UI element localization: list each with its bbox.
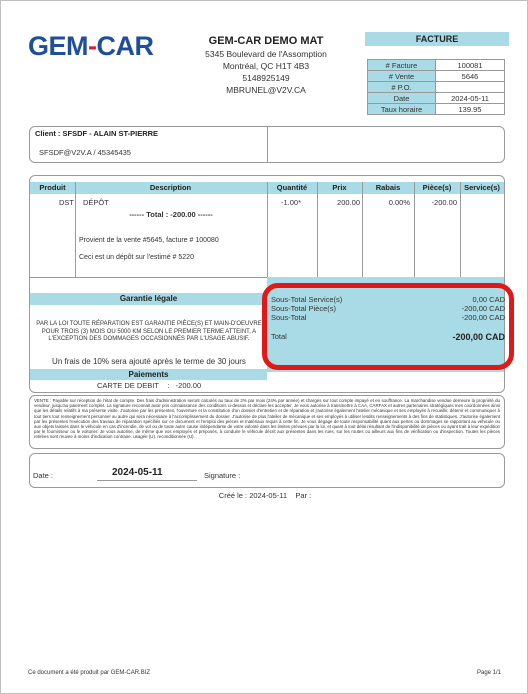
col-divider <box>267 182 268 277</box>
facture-heading: FACTURE <box>365 32 509 46</box>
gemcar-logo <box>28 31 154 62</box>
invoice-value: 2024-05-11 <box>436 93 505 104</box>
payment-amount: -200.00 <box>175 381 202 390</box>
date-label: Date : <box>33 471 54 480</box>
payment-line <box>97 381 201 390</box>
subtotal-services-label: Sous-Total Service(s) <box>271 295 343 304</box>
date-underline <box>97 480 197 481</box>
invoice-label: Date <box>368 93 436 104</box>
table-row <box>368 71 505 82</box>
item-note-2: Ceci est un dépôt sur l'estimé # 5220 <box>79 254 194 261</box>
footer-produced-by: Ce document a été produit par GEM-CAR.BIZ <box>28 670 151 676</box>
company-info <box>191 34 341 96</box>
invoice-value: 5646 <box>436 71 505 82</box>
item-produit: DST <box>59 198 74 207</box>
col-pieces: Pièce(s) <box>422 183 452 192</box>
invoice-value: 100081 <box>436 60 505 71</box>
total-label: Total <box>271 332 287 341</box>
paiements-heading: Paiements <box>30 369 267 380</box>
col-services: Service(s) <box>464 183 500 192</box>
totals-highlight <box>262 283 514 370</box>
subtotal-pieces-label: Sous-Total Pièce(s) <box>271 304 337 313</box>
table-row <box>368 82 505 93</box>
col-divider <box>75 182 76 277</box>
created-line: Créé le : 2024-05-11 Par : <box>218 491 312 500</box>
subtotal-services-value: 0,00 CAD <box>472 295 505 304</box>
item-total-line: ------ Total : -200.00 ------ <box>129 210 213 219</box>
payment-method: CARTE DE DEBIT <box>97 381 159 390</box>
col-prix: Prix <box>332 183 347 192</box>
signature-box <box>29 453 505 488</box>
col-quantite: Quantité <box>276 183 308 192</box>
company-name: GEM-CAR DEMO MAT <box>208 35 324 47</box>
invoice-value: 139.95 <box>436 104 505 115</box>
payment-sep: : <box>167 381 170 390</box>
subtotal-pieces-value: -200,00 CAD <box>461 304 505 313</box>
col-description: Description <box>149 183 192 192</box>
client-contact: SFSDF@V2V.A / 45345435 <box>39 148 131 157</box>
item-description: DÉPÔT <box>83 198 109 207</box>
logo-dash: - <box>88 31 97 61</box>
company-phone: 5148925149 <box>242 73 290 83</box>
row-divider <box>30 277 267 278</box>
subtotal-value: -200,00 CAD <box>461 313 505 322</box>
table-row <box>368 60 505 71</box>
invoice-info-table <box>367 59 505 115</box>
item-rabais: 0.00% <box>388 198 410 207</box>
item-quantite: -1.00* <box>280 198 301 207</box>
company-email: MBRUNEL@V2V.CA <box>226 85 306 95</box>
col-produit: Produit <box>39 183 66 192</box>
date-value: 2024-05-11 <box>112 467 163 478</box>
legal-text: VENTE : Payable sur réception de l'état de compte. Des frais d'administration seront calculés au taux de 2% par mois (24% par année) et chargés sur tout compte impayé et en souffrance. La marchandise vendue demeure la propriété du vendeur, jusqu'au paiement complet. La signature reconnait avoir pris connaissance des conditions ci-dessus et déclare les accepter. Je vous autorise à transmettre à CAA, CARFAX et autres partenaires stratégiques mes coordonnées ainsi que les détails relatifs à ma présente visite. J'autorise par les présentes, l'ouverture et la constitution d'un dossier d'entretien et de réparation et j'autorise également l'atelier mécanique et ses employés à recueillir, détenir et communiquer à tout tiers tout renseignement personnel ou autre qui sera nécessaire à l'accomplissement du dossier. J'autorise de plus l'atelier de mécanique et ses employés à utiliser lesdits renseignements à des fins de statistiques. J'autorise également par les présentes l'exécution des travaux de réparation spécifiés sur ce document et l'emploi des pièces et matériaux requis à cette fin. Je vous dégage de toute responsabilité quant aux pertes ou dommages se rapportant au véhicule ou aux objets laissés dans le véhicule en cas d'incendie, de vol ou de toute autre cause indépendante de votre volonté dans les limites prévues par la loi, et quant à tout délai résultant de l'indisponibilité de pièces ou ayant trait à leur expédition par le fournisseur ou le voiturier. Je vous autorise, de même que vos employés et préposés, à conduire le véhicule décrit aux présentes dans les rues, sur les routes ou ailleurs aux fins de vérification ou d'inspection. Toutes les pièces retirées sont reuvee à moins d'indication contraire. usagée (U), reconditionnée (U). <box>34 398 500 440</box>
col-divider <box>317 182 318 277</box>
item-note-1: Provient de la vente #5645, facture # 100080 <box>79 237 219 244</box>
col-rabais: Rabais <box>375 183 401 192</box>
page-number: Page 1/1 <box>477 670 502 676</box>
signature-label: Signature : <box>204 471 241 480</box>
invoice-label: # P.O. <box>368 82 436 93</box>
invoice-value <box>436 82 505 93</box>
garantie-heading: Garantie légale <box>30 293 267 305</box>
col-divider <box>460 182 461 277</box>
company-address: 5345 Boulevard de l'Assomption <box>205 49 327 59</box>
total-value: -200,00 CAD <box>452 332 505 342</box>
table-row <box>368 93 505 104</box>
client-name: Client : SFSDF - ALAIN ST-PIERRE <box>35 129 159 138</box>
invoice-label: # Facture <box>368 60 436 71</box>
subtotal-label: Sous-Total <box>271 313 307 322</box>
item-pieces: -200.00 <box>431 198 457 207</box>
logo-right: CAR <box>96 31 154 61</box>
col-divider <box>362 182 363 277</box>
logo-left: GEM <box>28 31 89 61</box>
table-row <box>368 104 505 115</box>
invoice-label: # Vente <box>368 71 436 82</box>
invoice-label: Taux horaire <box>368 104 436 115</box>
company-city: Montréal, QC H1T 4B3 <box>222 61 310 71</box>
client-divider <box>267 127 268 162</box>
late-fee-note: Un frais de 10% sera ajouté après le terme de 30 jours <box>52 357 246 366</box>
col-divider <box>414 182 415 277</box>
garantie-text: PAR LA LOI TOUTE RÉPARATION EST GARANTIE PIÈCE(S) ET MAIN-D'OEUVRE POUR TROIS (3) MOIS OU 5000 KM SELON LE PREMIER TERME ATTEINT, A L'EXCEPTION DES DOMMAGES OCCASIONNÉS PAR L'USAGE ABUSIF. <box>36 321 262 342</box>
item-prix: 200.00 <box>337 198 360 207</box>
